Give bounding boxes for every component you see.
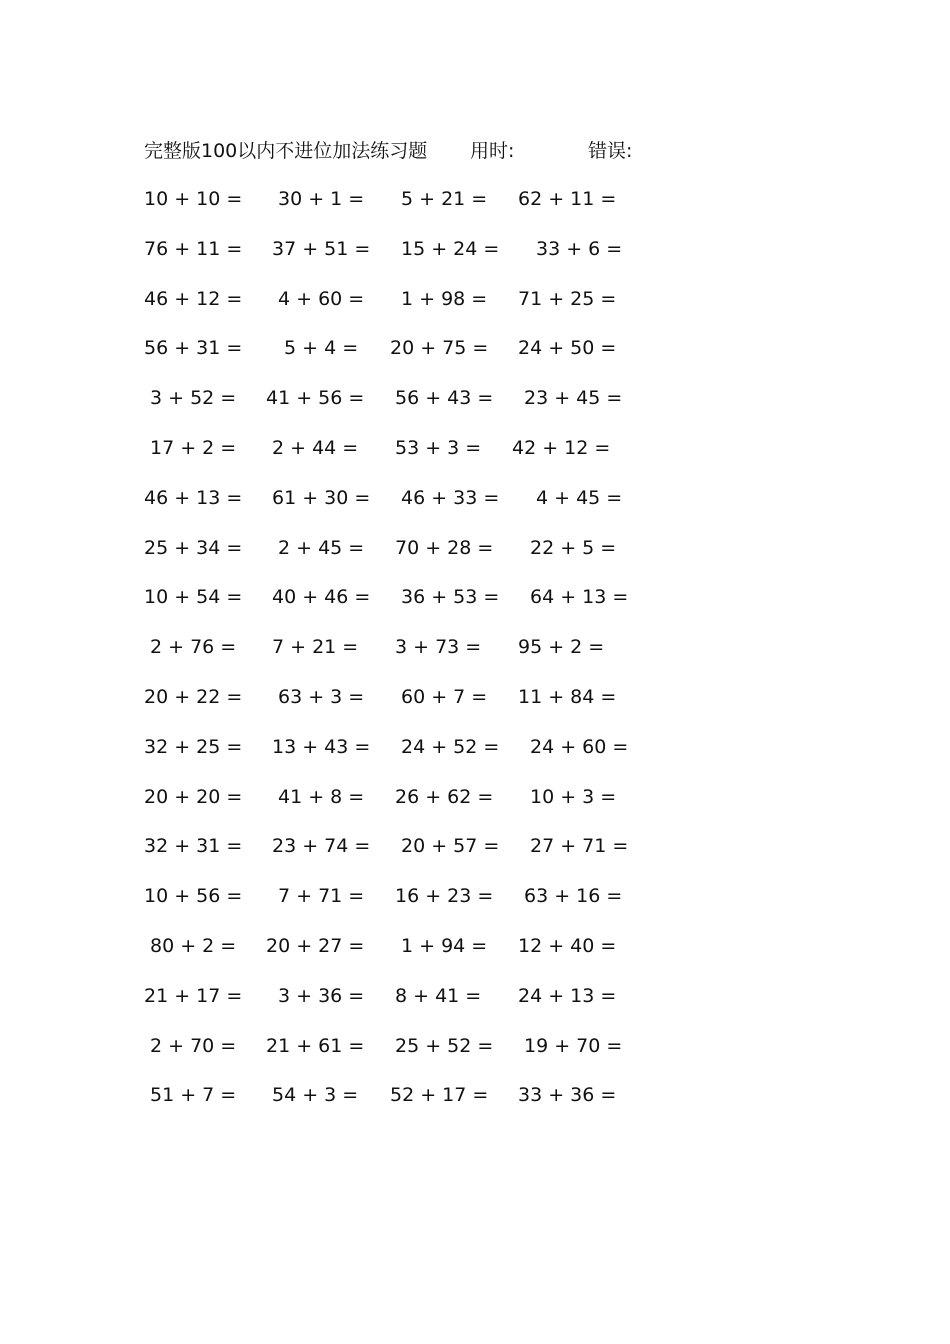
problem-row bbox=[144, 1029, 664, 1079]
addition-problem: 7 + 71 = bbox=[278, 885, 365, 908]
addition-problem: 10 + 10 = bbox=[144, 188, 243, 210]
addition-problem: 22 + 5 = bbox=[530, 536, 617, 559]
addition-problem: 56 + 43 = bbox=[395, 387, 494, 410]
addition-problem: 2 + 44 = bbox=[272, 436, 359, 459]
addition-problem: 23 + 45 = bbox=[524, 387, 623, 410]
error-count-label: 错误: bbox=[588, 140, 633, 162]
addition-problem: 27 + 71 = bbox=[530, 835, 629, 858]
addition-problem: 20 + 22 = bbox=[144, 685, 243, 708]
addition-problem: 7 + 21 = bbox=[272, 636, 359, 659]
problem-row bbox=[144, 780, 664, 830]
problem-row bbox=[144, 829, 664, 879]
addition-problem: 56 + 31 = bbox=[144, 337, 243, 360]
addition-problem: 3 + 36 = bbox=[278, 984, 365, 1007]
addition-problem: 20 + 20 = bbox=[144, 785, 243, 808]
problem-row bbox=[144, 1078, 664, 1128]
problem-row bbox=[144, 580, 664, 630]
addition-problem: 20 + 75 = bbox=[390, 337, 489, 360]
worksheet-title: 完整版100以内不进位加法练习题 bbox=[144, 140, 428, 162]
addition-problem: 1 + 94 = bbox=[401, 934, 488, 957]
addition-problem: 12 + 40 = bbox=[518, 934, 617, 957]
addition-problem: 63 + 3 = bbox=[278, 685, 365, 708]
addition-problem: 20 + 27 = bbox=[266, 934, 365, 957]
problem-grid bbox=[144, 182, 664, 1128]
addition-problem: 21 + 17 = bbox=[144, 984, 243, 1007]
problem-row bbox=[144, 182, 664, 232]
addition-problem: 21 + 61 = bbox=[266, 1034, 365, 1057]
addition-problem: 40 + 46 = bbox=[272, 586, 371, 609]
addition-problem: 5 + 21 = bbox=[401, 188, 488, 210]
addition-problem: 4 + 45 = bbox=[536, 486, 623, 509]
addition-problem: 41 + 56 = bbox=[266, 387, 365, 410]
addition-problem: 60 + 7 = bbox=[401, 685, 488, 708]
problem-row bbox=[144, 680, 664, 730]
problem-row bbox=[144, 282, 664, 332]
addition-problem: 10 + 56 = bbox=[144, 885, 243, 908]
addition-problem: 54 + 3 = bbox=[272, 1084, 359, 1107]
addition-problem: 46 + 33 = bbox=[401, 486, 500, 509]
problem-row bbox=[144, 331, 664, 381]
addition-problem: 3 + 73 = bbox=[395, 636, 482, 659]
addition-problem: 80 + 2 = bbox=[150, 934, 237, 957]
problem-row bbox=[144, 481, 664, 531]
problem-row bbox=[144, 730, 664, 780]
addition-problem: 26 + 62 = bbox=[395, 785, 494, 808]
problem-row bbox=[144, 381, 664, 431]
addition-problem: 33 + 6 = bbox=[536, 237, 623, 260]
addition-problem: 3 + 52 = bbox=[150, 387, 237, 410]
addition-problem: 23 + 74 = bbox=[272, 835, 371, 858]
addition-problem: 41 + 8 = bbox=[278, 785, 365, 808]
time-used-label: 用时: bbox=[470, 140, 515, 162]
addition-problem: 63 + 16 = bbox=[524, 885, 623, 908]
problem-row bbox=[144, 232, 664, 282]
addition-problem: 20 + 57 = bbox=[401, 835, 500, 858]
addition-problem: 4 + 60 = bbox=[278, 287, 365, 310]
addition-problem: 24 + 60 = bbox=[530, 735, 629, 758]
addition-problem: 32 + 31 = bbox=[144, 835, 243, 858]
addition-problem: 70 + 28 = bbox=[395, 536, 494, 559]
addition-problem: 46 + 13 = bbox=[144, 486, 243, 509]
addition-problem: 13 + 43 = bbox=[272, 735, 371, 758]
addition-problem: 5 + 4 = bbox=[284, 337, 359, 360]
addition-problem: 2 + 76 = bbox=[150, 636, 237, 659]
addition-problem: 46 + 12 = bbox=[144, 287, 243, 310]
addition-problem: 53 + 3 = bbox=[395, 436, 482, 459]
addition-problem: 37 + 51 = bbox=[272, 237, 371, 260]
addition-problem: 33 + 36 = bbox=[518, 1084, 617, 1107]
addition-problem: 24 + 13 = bbox=[518, 984, 617, 1007]
addition-problem: 8 + 41 = bbox=[395, 984, 482, 1007]
addition-problem: 30 + 1 = bbox=[278, 188, 365, 210]
addition-problem: 36 + 53 = bbox=[401, 586, 500, 609]
addition-problem: 10 + 3 = bbox=[530, 785, 617, 808]
addition-problem: 76 + 11 = bbox=[144, 237, 243, 260]
addition-problem: 15 + 24 = bbox=[401, 237, 500, 260]
addition-problem: 16 + 23 = bbox=[395, 885, 494, 908]
problem-row bbox=[144, 979, 664, 1029]
addition-problem: 71 + 25 = bbox=[518, 287, 617, 310]
addition-problem: 17 + 2 = bbox=[150, 436, 237, 459]
problem-row bbox=[144, 879, 664, 929]
addition-problem: 1 + 98 = bbox=[401, 287, 488, 310]
addition-problem: 42 + 12 = bbox=[512, 436, 611, 459]
problem-row bbox=[144, 630, 664, 680]
addition-problem: 64 + 13 = bbox=[530, 586, 629, 609]
addition-problem: 62 + 11 = bbox=[518, 188, 617, 210]
addition-problem: 52 + 17 = bbox=[390, 1084, 489, 1107]
addition-problem: 10 + 54 = bbox=[144, 586, 243, 609]
addition-problem: 51 + 7 = bbox=[150, 1084, 237, 1107]
addition-problem: 2 + 70 = bbox=[150, 1034, 237, 1057]
addition-problem: 11 + 84 = bbox=[518, 685, 617, 708]
addition-problem: 25 + 34 = bbox=[144, 536, 243, 559]
problem-row bbox=[144, 531, 664, 581]
addition-problem: 24 + 52 = bbox=[401, 735, 500, 758]
problem-row bbox=[144, 431, 664, 481]
addition-problem: 25 + 52 = bbox=[395, 1034, 494, 1057]
problem-row bbox=[144, 929, 664, 979]
addition-problem: 32 + 25 = bbox=[144, 735, 243, 758]
addition-problem: 61 + 30 = bbox=[272, 486, 371, 509]
addition-problem: 19 + 70 = bbox=[524, 1034, 623, 1057]
addition-problem: 2 + 45 = bbox=[278, 536, 365, 559]
addition-problem: 24 + 50 = bbox=[518, 337, 617, 360]
addition-problem: 95 + 2 = bbox=[518, 636, 605, 659]
